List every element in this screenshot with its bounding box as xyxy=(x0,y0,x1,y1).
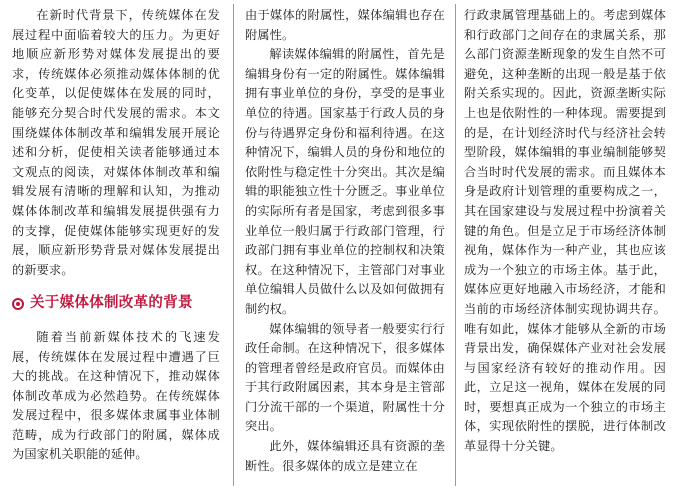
section-heading-text: 关于媒体体制改革的背景 xyxy=(30,295,193,312)
column-divider-1 xyxy=(233,4,234,486)
intro-paragraph: 在新时代背景下，传统媒体在发展过程中面临着较大的压力。为更好地顺应新形势对媒体发展提出的要求，传统媒体必须推动媒体体制的优化变革，以促使媒体在发展的同时，能够充分契合时代发展的需求。本文围绕媒体体制改革和编辑发展开展论述和分析，促使相关读者能够通过本文观点的阅读，对媒体体制改革和编辑发展有清晰的理解和认知，为推动媒体体制改革和编辑发展提供强有力的支撑，促使媒体能够实现更好的发展，顺应新形势背景对媒体发展提出的新要求。 xyxy=(12,8,220,277)
column-2 xyxy=(245,6,445,476)
column-divider-2 xyxy=(455,4,456,486)
editor-dependency-paragraph: 解读媒体编辑的附属性，首先是编辑身份有一定的附属性。媒体编辑拥有事业单位的身份，享受的是事业单位的待遇。国家基于行政人员的身份与待遇界定身份和福利待遇。在这种情况下，编辑人员的身份和地位的依附性与稳定性十分突出。其次是编辑的职能独立性十分匮乏。事业单位的实际所有者是国家，考虑到很多事业单位一般归属于行政部门管理，行政部门拥有事业单位的控制权和决策权。在这种情况下，主管部门对事业单位编辑人员做什么以及如何做拥有制约权。 xyxy=(245,47,445,316)
section-heading xyxy=(12,294,220,314)
leadership-paragraph: 媒体编辑的领导者一般要实行行政任命制。在这种情况下，很多媒体的管理者曾经是政府官员。而媒体由于其行政附属因素，其本身是主管部门分流干部的一个渠道，附属性十分突出。 xyxy=(245,321,445,434)
column-3 xyxy=(464,6,666,457)
continued-paragraph: 由于媒体的附属性，媒体编辑也存在附属性。 xyxy=(245,8,445,42)
background-paragraph: 随着当前新媒体技术的飞速发展，传统媒体在发展过程中遭遇了巨大的挑战。在这种情况下，推动媒体体制改革成为必然趋势。在传统媒体发展过程中，很多媒体隶属事业体制范畴，成为行政部门的附属，媒体成为国家机关职能的延伸。 xyxy=(12,329,220,462)
market-economy-paragraph: 行政隶属管理基础上的。考虑到媒体和行政部门之间存在的隶属关系，那么部门资源垄断现象的发生自然不可避免，这种垄断的出现一般是基于依附关系实现的。因此，资源垄断实际上也是依附性的一种体现。需要提到的是，在计划经济时代与经济社会转型阶段，媒体编辑的事业编制能够契合当时时代发展的需求。而且媒体本身是政府计划管理的重要构成之一，其在国家建设与发展过程中扮演着关键的角色。但是立足于市场经济体制视角，媒体作为一种产业，其也应该成为一个独立的市场主体。基于此，媒体应更好地融入市场经济，才能和当前的市场经济体制实现协调共存。唯有如此，媒体才能够从全新的市场背景出发，确保媒体产业对社会发展与国家经济有较好的推动作用。因此，立足这一视角，媒体在发展的同时，要想真正成为一个独立的市场主体，实现依附性的摆脱，进行体制改革显得十分关键。 xyxy=(464,8,666,454)
column-1 xyxy=(12,6,220,465)
target-bullet-icon xyxy=(12,298,24,310)
monopoly-paragraph: 此外，媒体编辑还具有资源的垄断性。很多媒体的成立是建立在 xyxy=(245,439,445,473)
